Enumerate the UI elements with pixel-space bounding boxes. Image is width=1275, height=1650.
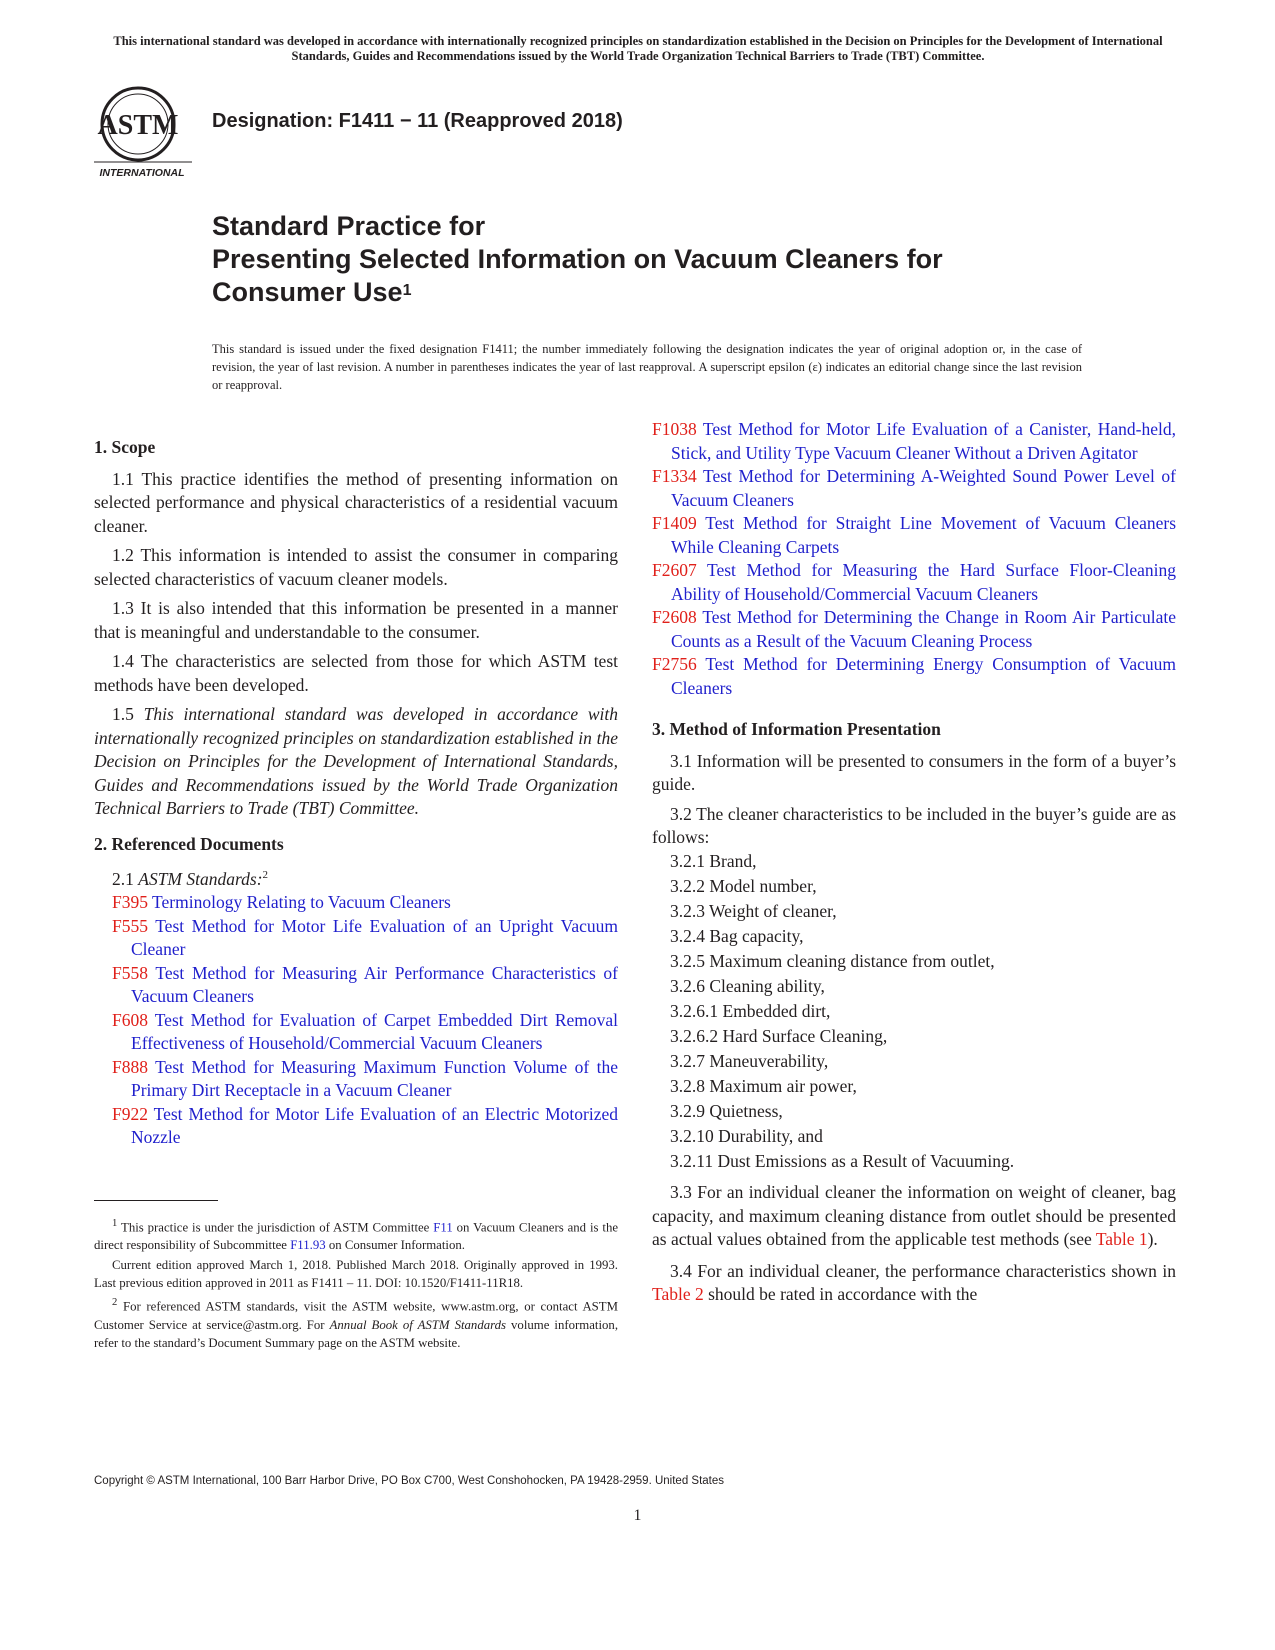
page-number: 1 (633, 1507, 642, 1524)
list-item: 3.2.2 Model number, (670, 875, 817, 896)
astm-standards-label: 2.1 ASTM Standards:$^2$ (112, 868, 269, 889)
list-item: 3.2.11 Dust Emissions as a Result of Vacuuming. (670, 1150, 1015, 1171)
method-para-3-2: 3.2 The cleaner characteristics to be included in the buyer’s guide are as follows: (652, 803, 1176, 847)
ref-item-f922[interactable]: F922 Test Method for Motor Life Evaluation of an Electric Motorized Nozzle (112, 1103, 619, 1148)
scope-para-1-3: 1.3 It is also intended that this information be presented in a manner that is meaningful and understandable to the consumer. (94, 598, 618, 642)
footnote-divider (94, 1200, 218, 1201)
footnote-2: $^2$ For referenced ASTM standards, visit the ASTM website, www.astm.org, or contact ASTM Customer Service at service@astm.org. For Annual Book of ASTM Standards volume information, refer to the standard’s Document Summary page on the ASTM website. (94, 1297, 619, 1350)
ref-item-f555[interactable]: F555 Test Method for Motor Life Evaluation of an Upright Vacuum Cleaner (112, 915, 618, 960)
title-footnote-mark[interactable]: 1 (402, 282, 412, 299)
right-column (652, 418, 1176, 1313)
footnotes (94, 1215, 618, 1354)
ref-item-f2608[interactable]: F2608 Test Method for Determining the Change in Room Air Particulate Counts as a Result of the Vacuum Cleaning Process (652, 607, 1177, 651)
method-para-3-4: 3.4 For an individual cleaner, the performance characteristics shown in Table 2 should be rated in accordance with the (652, 1260, 1176, 1304)
list-item: 3.2.7 Maneuverability, (670, 1050, 829, 1071)
list-item: 3.2.9 Quietness, (670, 1100, 783, 1121)
table-2-link[interactable]: Table 2 (652, 1284, 704, 1304)
international-standard-notice: This international standard was developed in accordance with internationally recognized principles on standardization established in the Decision on Principles for the Development of International Standards, Guides and Recommendations issued by the World Trade Organization Technical Barriers to Trade (TBT) Committee. (113, 34, 1163, 63)
copyright-notice: Copyright © ASTM International, 100 Barr Harbor Drive, PO Box C700, West Conshohocken, PA 19428-2959. United States (94, 1475, 725, 1487)
footnote-edition: Current edition approved March 1, 2018. Published March 2018. Originally approved in 1993. Last previous edition approved in 2011 as F1411 – 11. DOI: 10.1520/F1411-11R18. (94, 1258, 618, 1291)
scope-para-1-4: 1.4 The characteristics are selected from those for which ASTM test methods have been developed. (94, 651, 618, 695)
svg-text:ASTM: ASTM (97, 110, 179, 141)
characteristics-list (652, 850, 1176, 1174)
method-para-3-3: 3.3 For an individual cleaner the information on weight of cleaner, bag capacity, and maximum cleaning distance from outlet should be presented as actual values obtained from the applicable test methods (see Table 1). (652, 1182, 1176, 1249)
title-line-1: Standard Practice for (212, 211, 486, 241)
list-item: 3.2.10 Durability, and (670, 1125, 823, 1146)
ref-item-f608[interactable]: F608 Test Method for Evaluation of Carpet Embedded Dirt Removal Effectiveness of Household/Commercial Vacuum Cleaners (112, 1009, 619, 1054)
ref-item-f2756[interactable]: F2756 Test Method for Determining Energy Consumption of Vacuum Cleaners (652, 654, 1176, 698)
list-item: 3.2.3 Weight of cleaner, (670, 900, 837, 921)
title-line-3: Consumer Use (212, 277, 403, 307)
scope-heading: 1. Scope (94, 437, 156, 457)
scope-para-1-2: 1.2 This information is intended to assist the consumer in comparing selected characteristics of vacuum cleaner models. (94, 545, 618, 589)
list-item: 3.2.6.2 Hard Surface Cleaning, (670, 1025, 888, 1046)
ref-item-f888[interactable]: F888 Test Method for Measuring Maximum Function Volume of the Primary Dirt Receptacle in a Vacuum Cleaner (112, 1056, 618, 1101)
astm-international-logo (88, 84, 198, 180)
list-item: 3.2.1 Brand, (670, 850, 757, 871)
left-column (94, 436, 618, 1150)
title-line-2: Presenting Selected Information on Vacuum Cleaners for (212, 244, 943, 274)
footnote-1: $^1$ This practice is under the jurisdiction of ASTM Committee F11 on Vacuum Cleaners and is the direct responsibility of Subcommittee F11.93 on Consumer Information. (94, 1218, 619, 1253)
svg-text:INTERNATIONAL: INTERNATIONAL (99, 167, 185, 179)
ref-item-f1038[interactable]: F1038 Test Method for Motor Life Evaluation of a Canister, Hand-held, Stick, and Utility Type Vacuum Cleaner Without a Driven Agitator (652, 419, 1176, 463)
method-heading: 3. Method of Information Presentation (652, 719, 941, 739)
designation: Designation: F1411 − 11 (Reapproved 2018) (212, 110, 623, 132)
ref-item-f1409[interactable]: F1409 Test Method for Straight Line Movement of Vacuum Cleaners While Cleaning Carpets (652, 513, 1176, 557)
list-item: 3.2.8 Maximum air power, (670, 1075, 857, 1096)
ref-item-f558[interactable]: F558 Test Method for Measuring Air Performance Characteristics of Vacuum Cleaners (112, 962, 619, 1007)
referenced-documents-heading: 2. Referenced Documents (94, 833, 284, 854)
committee-f11-link[interactable]: F11 (433, 1220, 453, 1235)
list-item: 3.2.6 Cleaning ability, (670, 975, 825, 996)
ref-item-f2607[interactable]: F2607 Test Method for Measuring the Hard Surface Floor-Cleaning Ability of Household/Commercial Vacuum Cleaners (652, 560, 1176, 604)
list-item: 3.2.5 Maximum cleaning distance from outlet, (670, 950, 995, 971)
scope-para-1-5: 1.5 This international standard was developed in accordance with internationally recognized principles on standardization established in the Decision on Principles for the Development of International Standards, Guides and Recommendations issued by the World Trade Organization Technical Barriers to Trade (TBT) Committee. (94, 704, 619, 818)
document-title (212, 210, 943, 309)
list-item: 3.2.4 Bag capacity, (670, 925, 804, 946)
ref-item-f395[interactable]: F395 Terminology Relating to Vacuum Cleaners (112, 892, 451, 913)
issue-note: This standard is issued under the fixed designation F1411; the number immediately following the designation indicates the year of original adoption or, in the case of revision, the year of last revision. A number in parentheses indicates the year of last reapproval. A superscript epsilon (ε) indicates an editorial change since the last revision or reapproval. (212, 342, 1082, 392)
ref-item-f1334[interactable]: F1334 Test Method for Determining A-Weighted Sound Power Level of Vacuum Cleaners (652, 466, 1176, 510)
scope-para-1-1: 1.1 This practice identifies the method of presenting information on selected performance and physical characteristics of a residential vacuum cleaner. (94, 468, 618, 536)
table-1-link[interactable]: Table 1 (1095, 1229, 1148, 1249)
method-para-3-1: 3.1 Information will be presented to consumers in the form of a buyer’s guide. (652, 750, 1176, 794)
list-item: 3.2.6.1 Embedded dirt, (670, 1000, 831, 1021)
subcommittee-f11-93-link[interactable]: F11.93 (290, 1238, 326, 1253)
